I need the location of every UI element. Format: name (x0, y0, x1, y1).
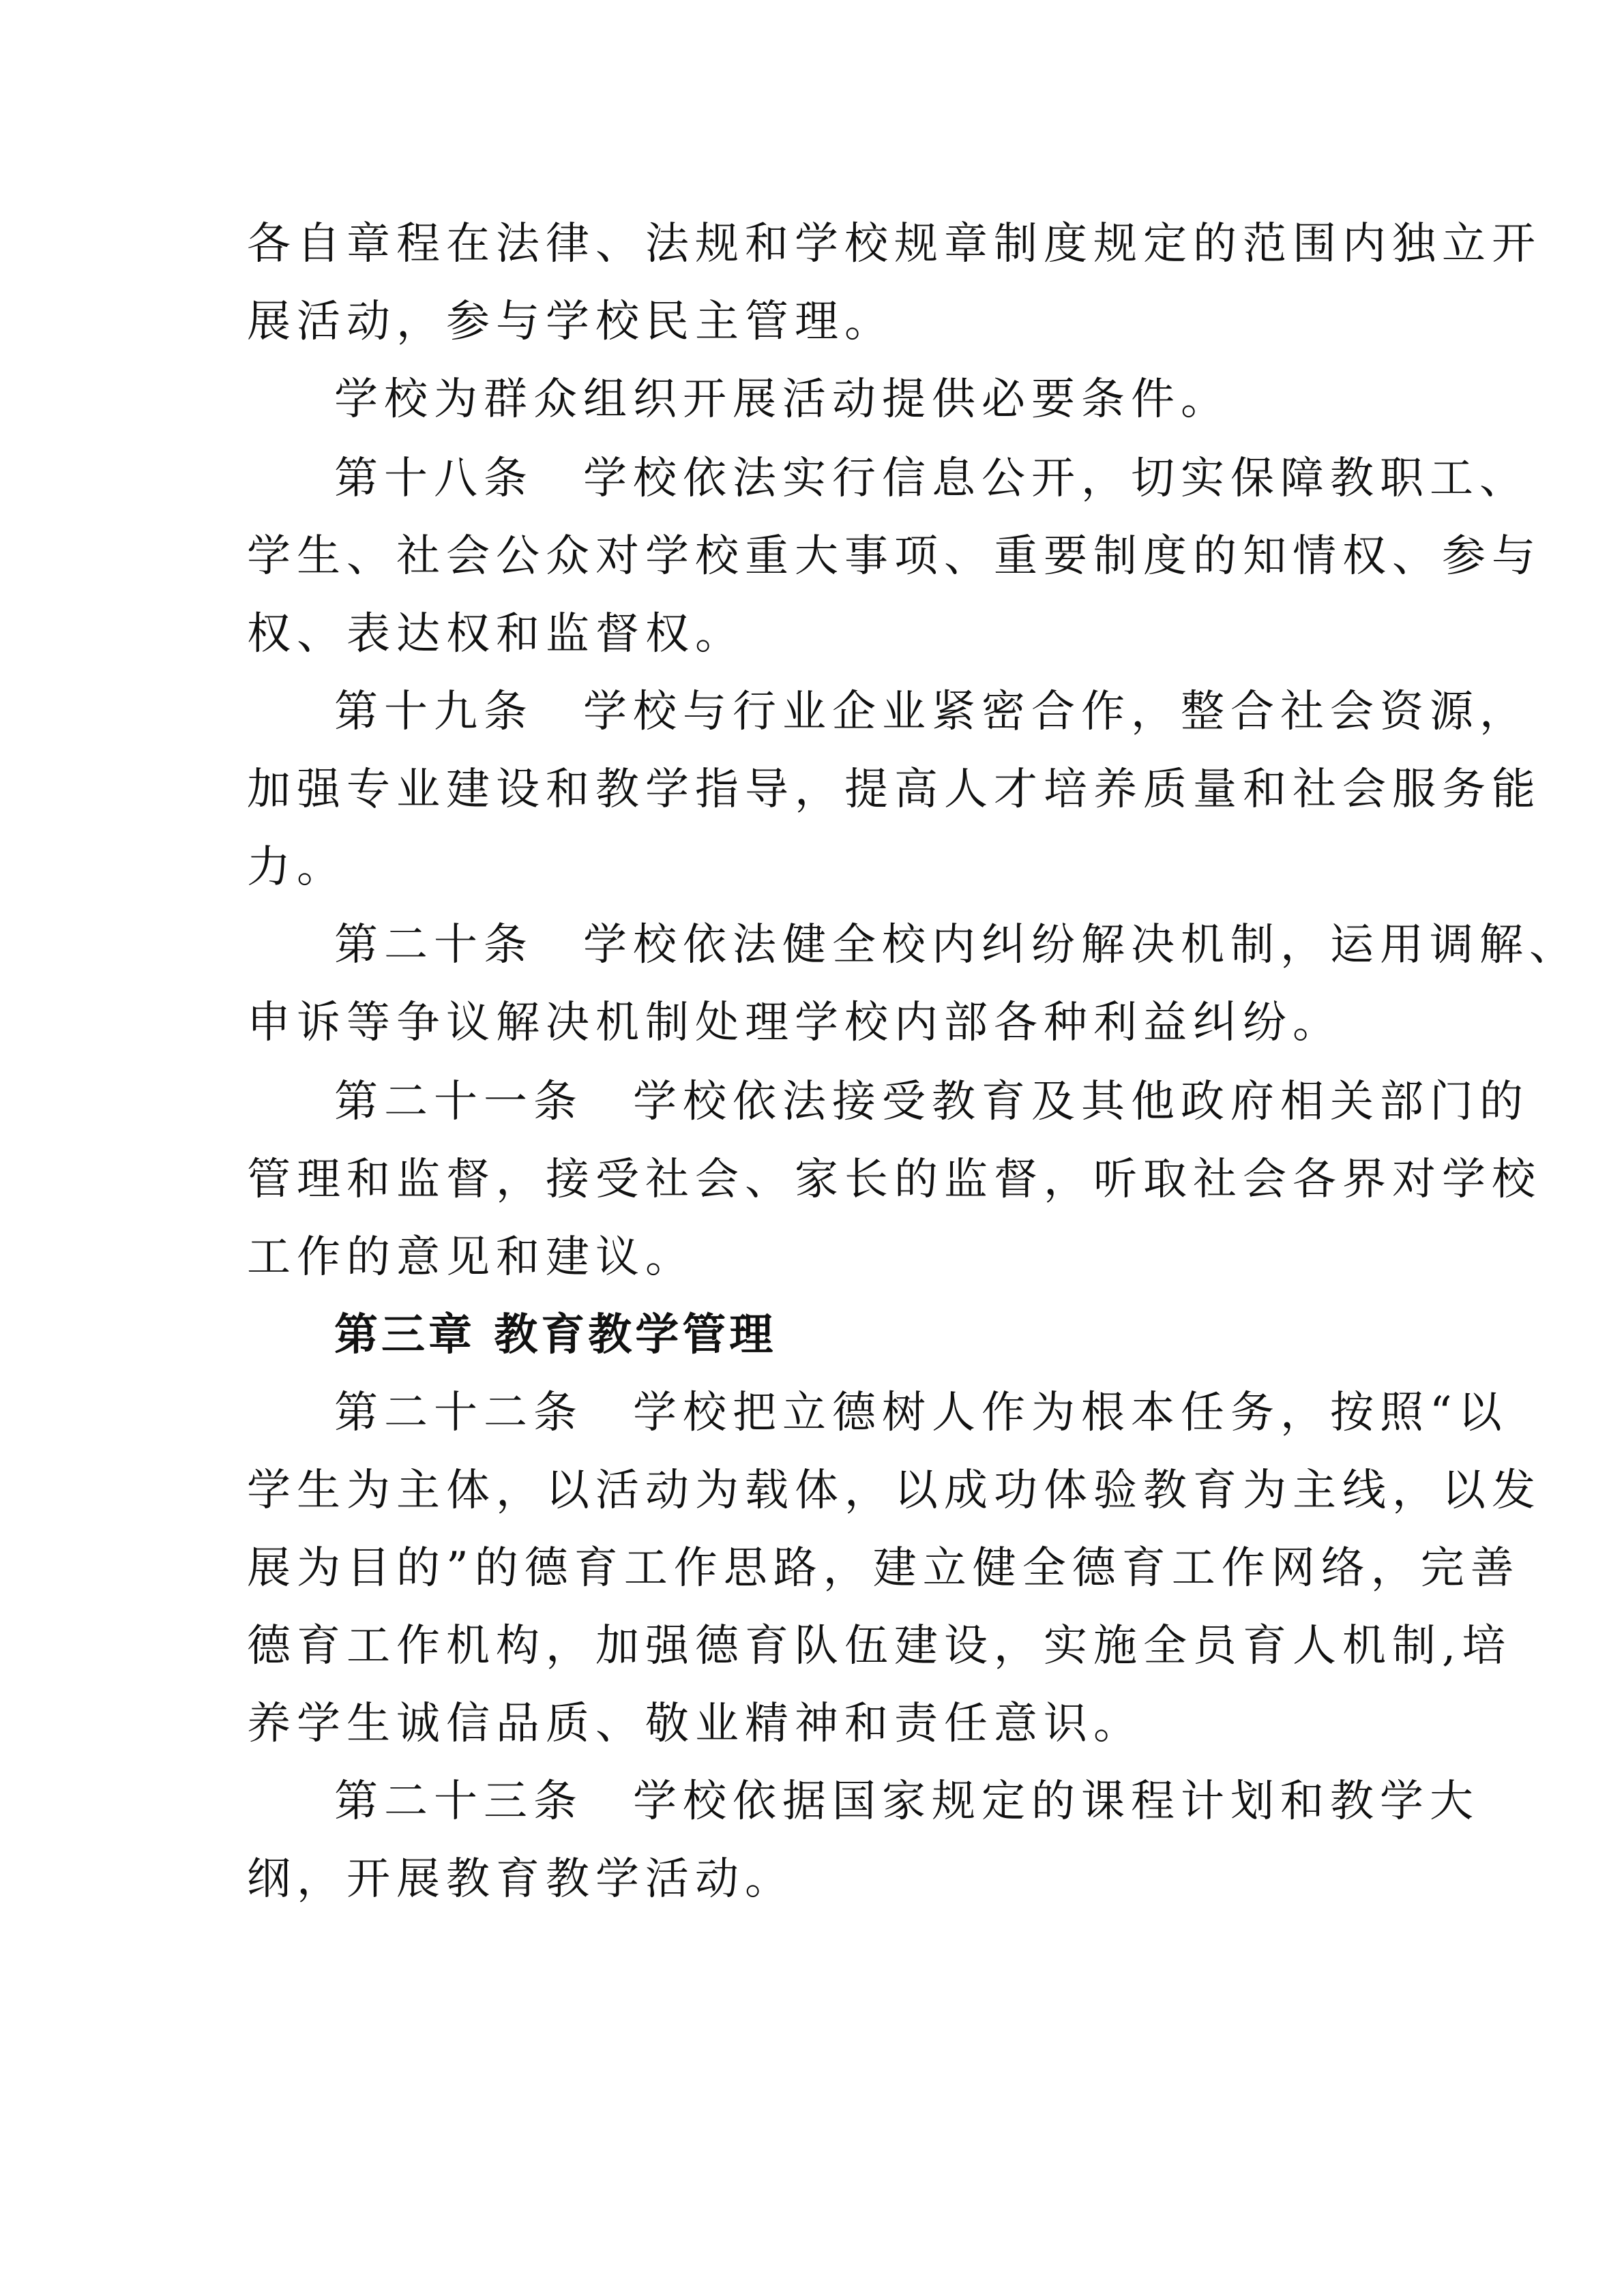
paragraph-line: 纲，开展教育教学活动。 (247, 1854, 795, 1905)
paragraph-line: 展活动，参与学校民主管理。 (247, 297, 894, 347)
paragraph-line: 学生、社会公众对学校重大事项、重要制度的知情权、参与 (247, 531, 1541, 582)
article-21-line: 第二十一条 学校依法接受教育及其他政府相关部门的 (334, 1077, 1529, 1127)
paragraph-line: 权、表达权和监督权。 (247, 609, 745, 659)
paragraph-line: 力。 (247, 842, 346, 893)
article-22-line: 第二十二条 学校把立德树人作为根本任务，按照“以 (334, 1388, 1508, 1438)
article-18-line: 第十八条 学校依法实行信息公开，切实保障教职工、 (334, 453, 1529, 504)
paragraph-line: 各自章程在法律、法规和学校规章制度规定的范围内独立开 (247, 219, 1541, 269)
paragraph-line: 加强专业建设和教学指导，提高人才培养质量和社会服务能 (247, 764, 1541, 815)
paragraph-line: 管理和监督，接受社会、家长的监督，听取社会各界对学校 (247, 1154, 1541, 1205)
paragraph-line: 学生为主体，以活动为载体，以成功体验教育为主线，以发 (247, 1465, 1541, 1516)
paragraph-line: 工作的意见和建议。 (247, 1232, 695, 1283)
paragraph-line: 养学生诚信品质、敬业精神和责任意识。 (247, 1699, 1143, 1749)
article-20-line: 第二十条 学校依法健全校内纠纷解决机制，运用调解、 (334, 920, 1579, 970)
article-19-line: 第十九条 学校与行业企业紧密合作，整合社会资源， (334, 687, 1529, 737)
paragraph-line: 申诉等争议解决机制处理学校内部各种利益纠纷。 (247, 998, 1342, 1048)
paragraph-line: 德育工作机构，加强德育队伍建设，实施全员育人机制,培 (247, 1621, 1512, 1671)
paragraph-line: 学校为群众组织开展活动提供必要条件。 (334, 374, 1230, 425)
chapter-heading: 第三章 教育教学管理 (334, 1309, 777, 1360)
article-23-line: 第二十三条 学校依据国家规定的课程计划和教学大 (334, 1776, 1479, 1827)
paragraph-line: 展为目的”的德育工作思路，建立健全德育工作网络，完善 (247, 1543, 1520, 1594)
